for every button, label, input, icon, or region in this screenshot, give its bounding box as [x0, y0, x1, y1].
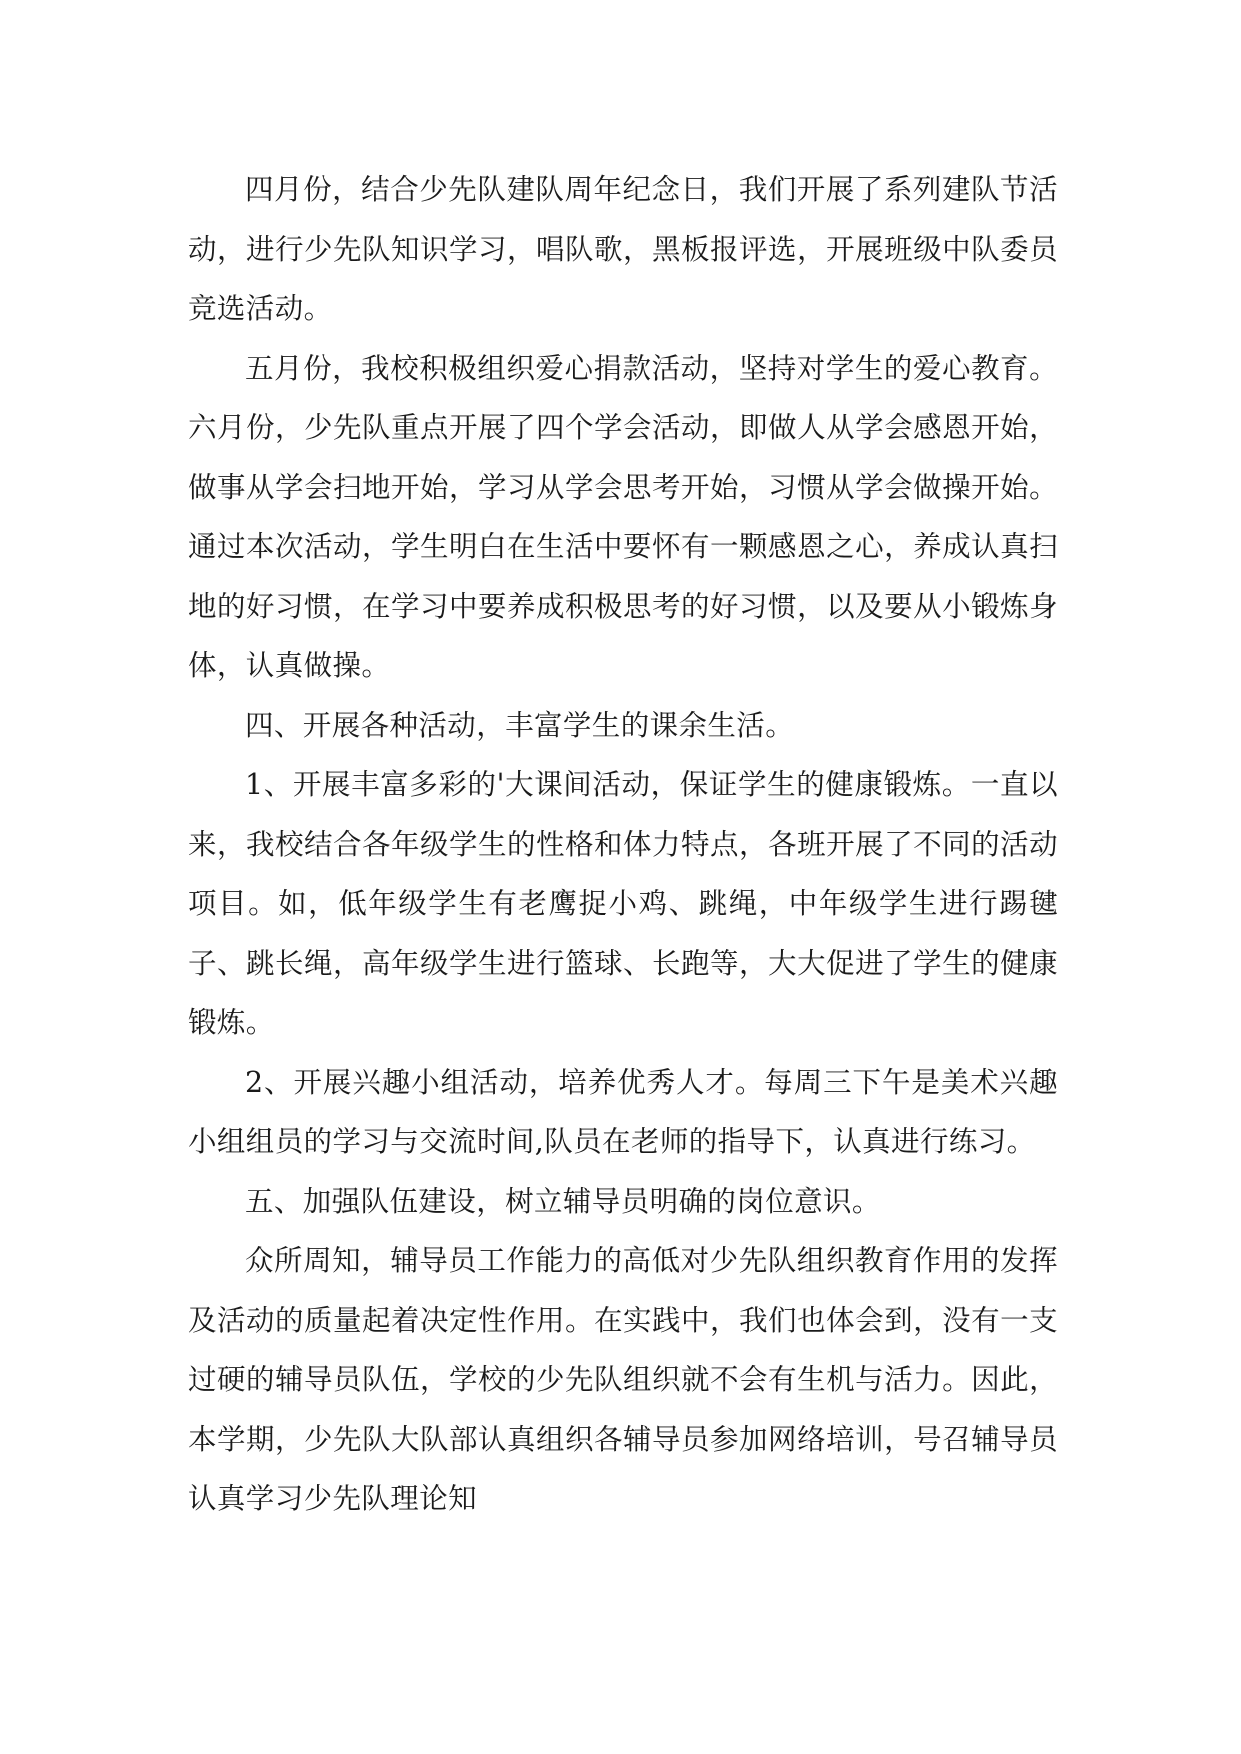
paragraph-april-activities: 四月份，结合少先队建队周年纪念日，我们开展了系列建队节活动，进行少先队知识学习，唱队歌，黑板报评选，开展班级中队委员竞选活动。	[188, 173, 1058, 325]
paragraph-item-two: 2、开展兴趣小组活动，培养优秀人才。每周三下午是美术兴趣小组组员的学习与交流时间,队员在老师的指导下，认真进行练习。	[188, 1065, 1058, 1158]
section-heading-four: 四、开展各种活动，丰富学生的课余生活。	[245, 708, 795, 742]
paragraph-may-june-activities: 五月份，我校积极组织爱心捐款活动，坚持对学生的爱心教育。六月份，少先队重点开展了四个学会活动，即做人从学会感恩开始，做事从学会扫地开始，学习从学会思考开始，习惯从学会做操开始。通过本次活动，学生明白在生活中要怀有一颗感恩之心，养成认真扫地的好习惯，在学习中要养成积极思考的好习惯，以及要从小锻炼身体，认真做操。	[188, 351, 1058, 682]
document-body	[188, 160, 1058, 1529]
paragraph-item-one: 1、开展丰富多彩的'大课间活动，保证学生的健康锻炼。一直以来，我校结合各年级学生的性格和体力特点，各班开展了不同的活动项目。如，低年级学生有老鹰捉小鸡、跳绳，中年级学生进行踢毽子、跳长绳，高年级学生进行篮球、长跑等，大大促进了学生的健康锻炼。	[188, 768, 1058, 1039]
section-heading-five: 五、加强队伍建设，树立辅导员明确的岗位意识。	[245, 1184, 881, 1218]
paragraph-counselor-training: 众所周知，辅导员工作能力的高低对少先队组织教育作用的发挥及活动的质量起着决定性作用。在实践中，我们也体会到，没有一支过硬的辅导员队伍，学校的少先队组织就不会有生机与活力。因此，本学期，少先队大队部认真组织各辅导员参加网络培训，号召辅导员认真学习少先队理论知	[188, 1244, 1058, 1515]
